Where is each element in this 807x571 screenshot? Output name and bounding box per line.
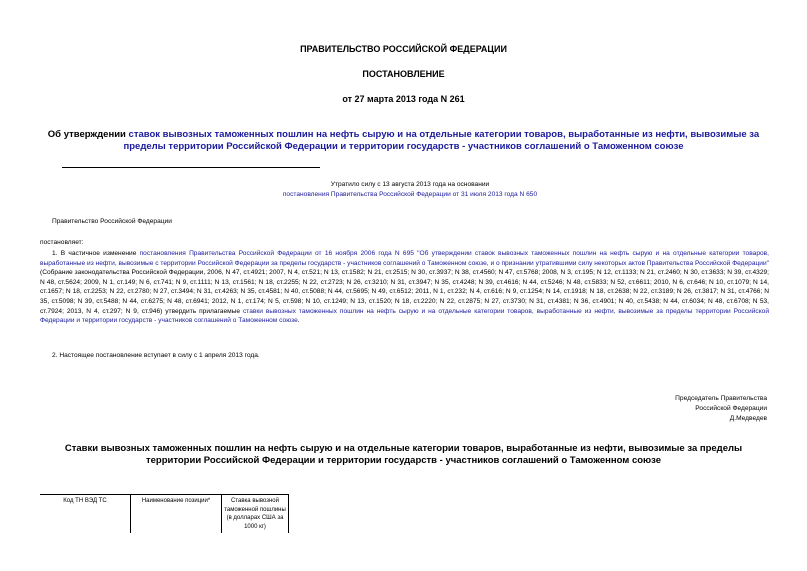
paragraph-1 — [40, 249, 769, 326]
document-date: от 27 марта 2013 года N 261 — [342, 94, 465, 104]
title-link[interactable]: ставок вывозных таможенных пошлин на нефть сырую и на отдельные категории товаров, выработанные из нефти, вывозимые за пределы территории Российской Федерации и территории государств - участников соглашений о Таможенном союзе — [123, 129, 760, 152]
title-prefix: Об утверждении — [47, 129, 129, 140]
government-line: Правительство Российской Федерации — [52, 218, 172, 225]
lost-force-link[interactable]: постановления Правительства Российской Федерации от 31 июля 2013 года N 650 — [282, 190, 538, 198]
decides-line: постановляет: — [40, 239, 84, 246]
annex-title: Ставки вывозных таможенных пошлин на нефть сырую и на отдельные категории товаров, выработанные из нефти, вывозимые за пределы территории Российской Федерации и территории государств - участников соглашений о Таможенном союзе — [64, 443, 743, 466]
paragraph-2: 2. Настоящее постановление вступает в силу с 1 апреля 2013 года. — [52, 352, 260, 359]
signature-block — [567, 394, 767, 424]
column-rate: Ставка вывозной таможенной пошлины (в долларах США за 1000 кг) — [222, 495, 289, 534]
signature-name: Д.Медведев — [729, 415, 767, 422]
lost-force-note — [190, 180, 630, 199]
p1-prefix: 1. В частичное изменение — [52, 250, 140, 257]
signature-position: Председатель Правительства — [675, 395, 767, 402]
column-code: Код ТН ВЭД ТС — [40, 495, 131, 534]
column-name: Наименование позиции* — [131, 495, 222, 534]
signature-country: Российской Федерации — [695, 405, 767, 412]
table-spacer — [289, 495, 768, 534]
lost-force-text: Утратило силу с 13 августа 2013 года на основании — [330, 181, 490, 188]
separator-line — [62, 167, 320, 168]
p1-decree-link[interactable]: постановления Правительства Российской Федерации от 16 ноября 2006 года N 695 "Об утверждении ставок вывозных таможенных пошлин на нефть сырую и на отдельные категории товаров, выработанные из нефти, вывозимые с территории Российской Федерации за пределы государств - участников соглашений о Таможенном союзе, и о признании утратившими силу некоторых актов Правительства Российской Федерации" — [40, 250, 769, 267]
document-title — [40, 129, 767, 153]
government-heading: ПРАВИТЕЛЬСТВО РОССИЙСКОЙ ФЕДЕРАЦИИ — [300, 44, 507, 54]
p1-sources: (Собрание законодательства Российской Федерации, 2006, N 47, ст.4921; 2007, N 4, ст.521; N 13, ст.1582; N 21, ст.2515; N 30, ст.3937; N 38, ст.4560; N 47, ст.5768; 2008, N 3, ст.195; N 12, ст.1133; N 21, ст.2460; N 30, ст.3633; N 39, ст.4329; N 48, ст.5624; 2009, N 1, ст.149; N 6, ст.741; N 9, ст.1111; N 13, ст.1561; N 18, ст.2255; N 22, ст.2723; N 26, ст.3210; N 31, ст.3947; N 35, ст.4248; N 39, ст.4616; N 44, ст.5246; N 48, ст.5833; N 52, ст.6611; 2010, N 6, ст.646; N 10, ст.1079; N 14, ст.1657; N 18, ст.2253; N 22, ст.2780; N 27, ст.3494; N 31, ст.4263; N 35, ст.4581; N 40, ст.5088; N 44, ст.5695; N 49, ст.6512; 2011, N 1, ст.232; N 4, ст.616; N 9, ст.1254; N 14, ст.1918; N 18, ст.2638; N 22, ст.3189; N 26, ст.3817; N 31, ст.4766; N 35, ст.5098; N 39, ст.5488; N 44, ст.6275; N 48, ст.6941; 2012, N 1, ст.174; N 5, ст.598; N 10, ст.1249; N 13, ст.1520; N 18, ст.2220; N 22, ст.2875; N 27, ст.3730; N 31, ст.4381; N 36, ст.4901; N 40, ст.5438; N 44, ст.6034; N 48, ст.6708; N 53, ст.7924; 2013, N 4, ст.297; N 9, ст.946) утвердить прилагаемые — [40, 269, 769, 315]
p1-end: . — [297, 317, 300, 325]
document-type: ПОСТАНОВЛЕНИЕ — [362, 69, 445, 79]
p1-rates-link[interactable]: ставки вывозных таможенных пошлин на нефть сырую и на отдельные категории товаров, выработанные из нефти, вывозимые за пределы территории Российской Федерации и территории государств - участников соглашений о Таможенном союзе — [40, 307, 769, 325]
rates-table-header — [40, 494, 767, 533]
